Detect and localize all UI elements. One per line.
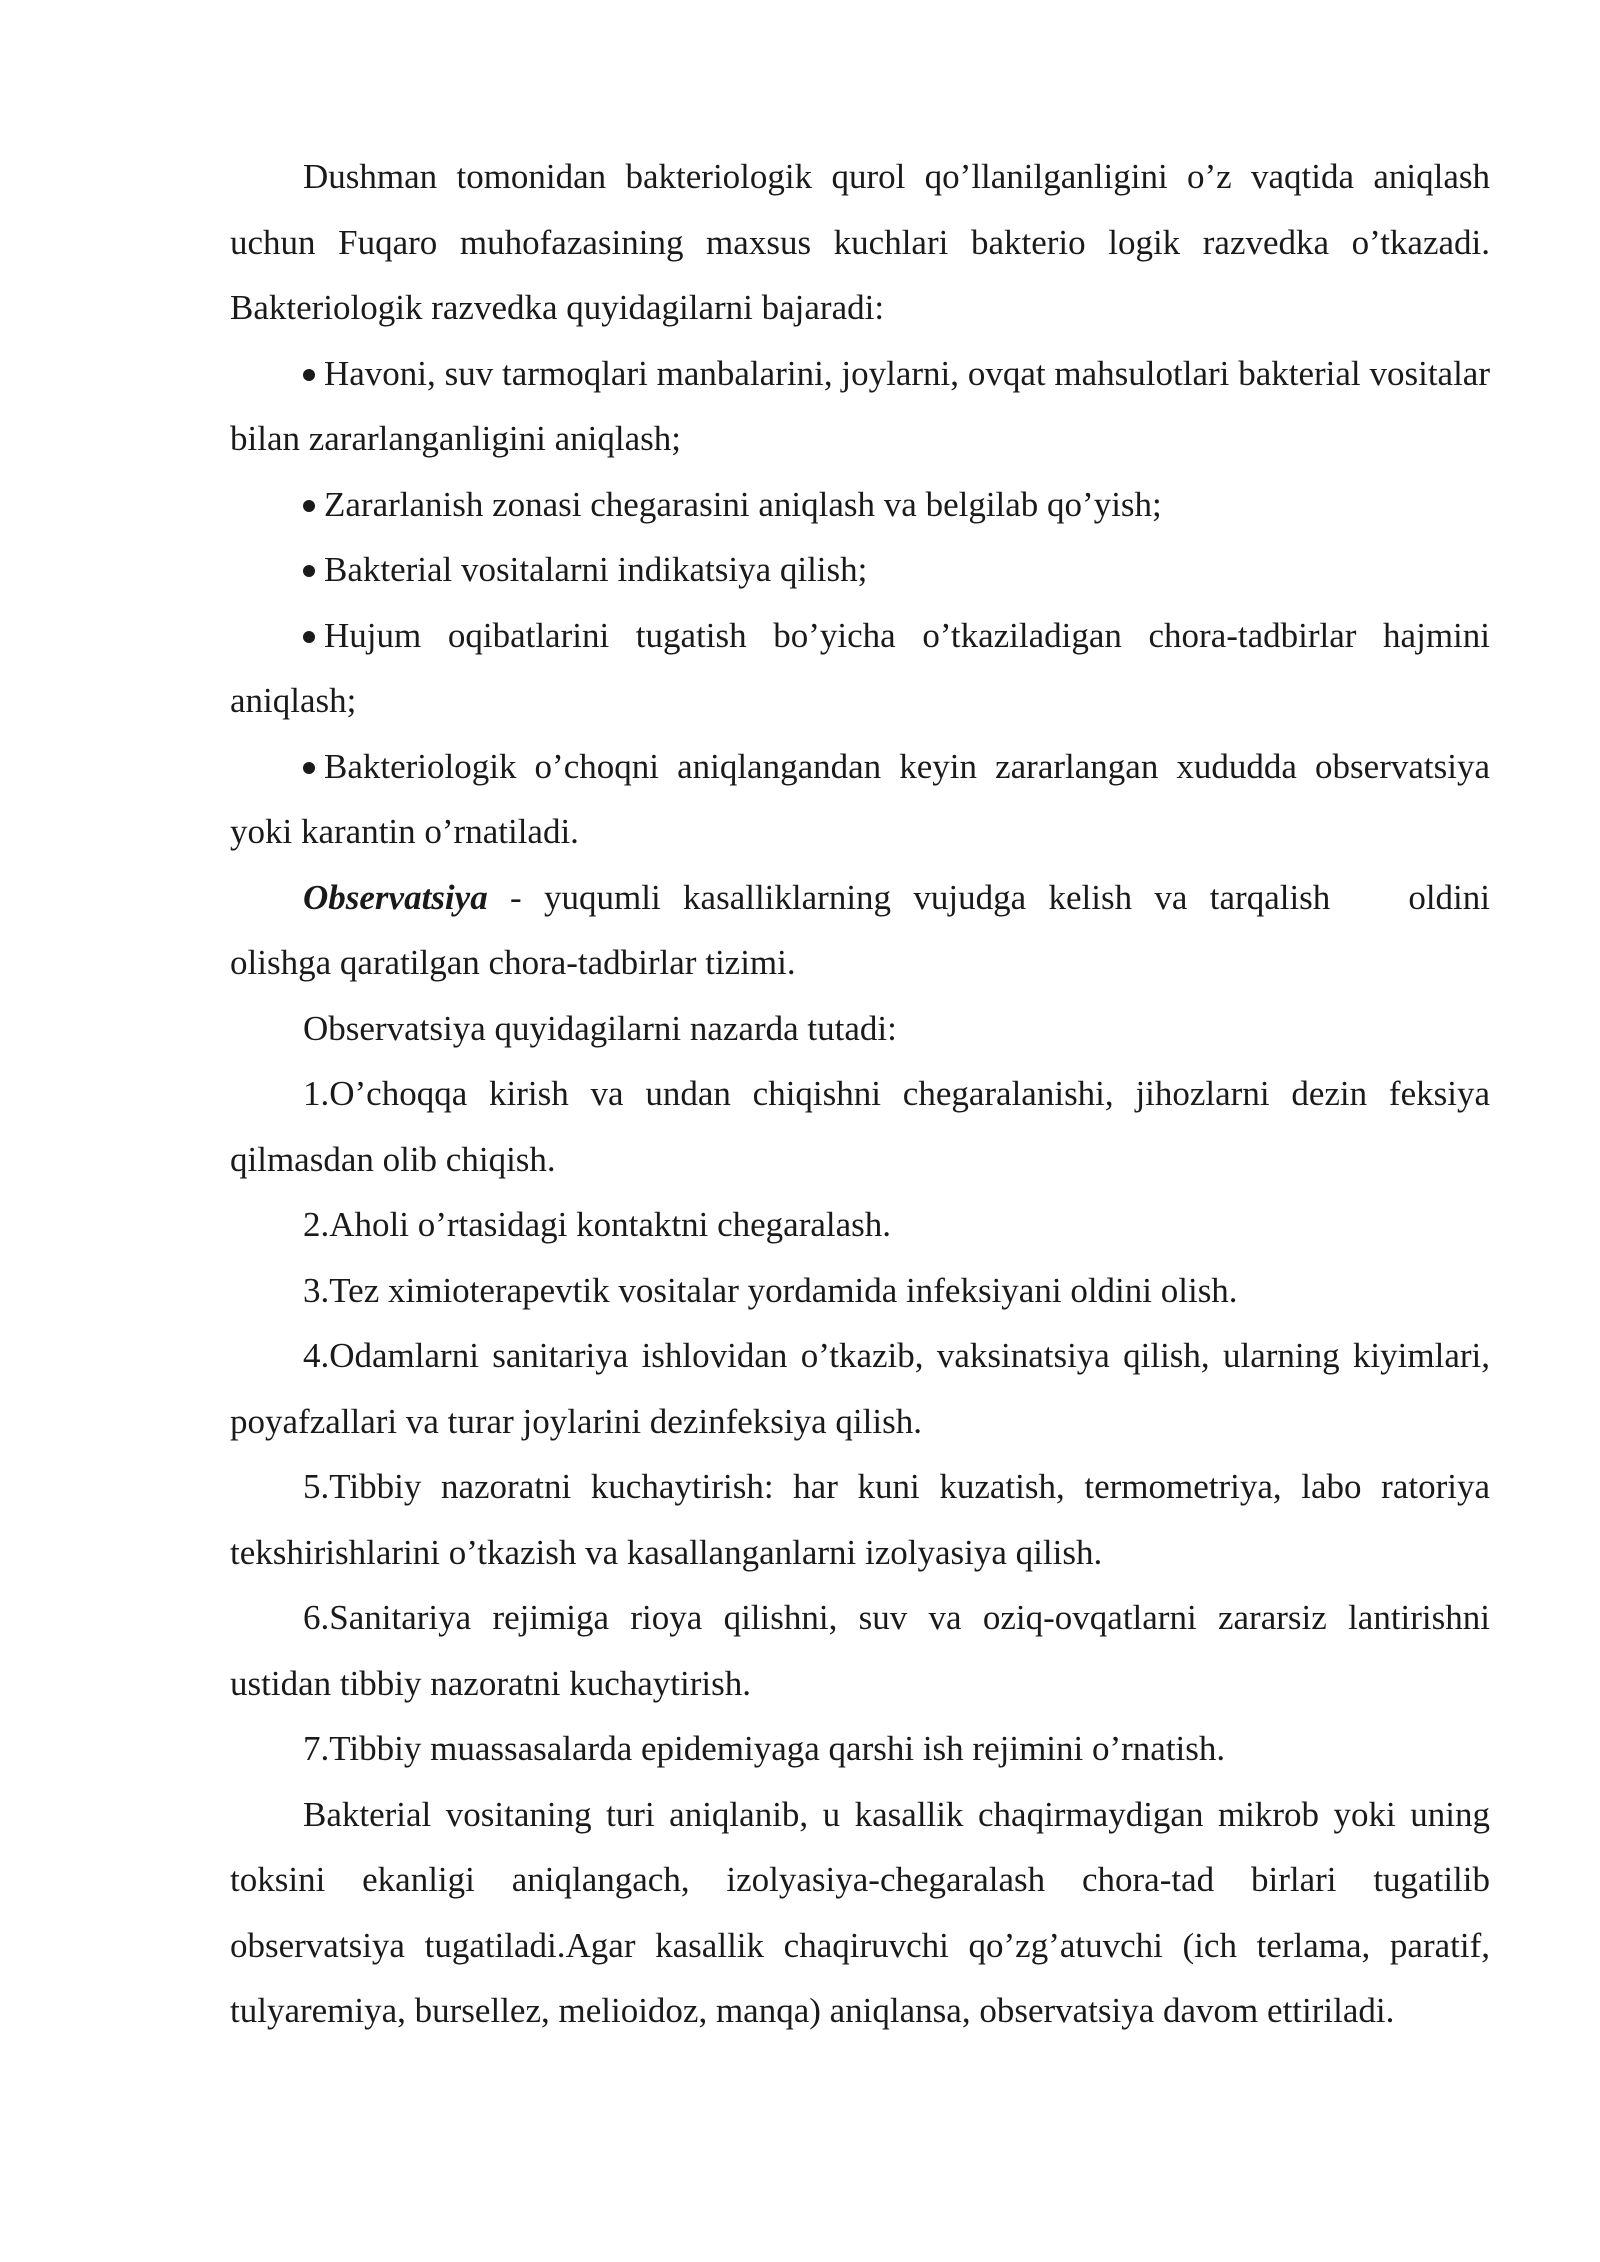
list-intro: Observatsiya quyidagilarni nazarda tutadi:: [303, 1008, 897, 1048]
definition-term: Observatsiya: [303, 877, 488, 917]
bullet-text: Bakteriologik o’choqni aniqlangandan keyin zararlangan xududda observatsiya yoki karantin o’rnatiladi.: [230, 746, 1490, 851]
bullet-text: Bakterial vositalarni indikatsiya qilish;: [324, 550, 868, 589]
definition-text-part2: oldini olishga qaratilgan chora-tadbirlar tizimi.: [230, 877, 1490, 982]
numbered-item: 5.Tibbiy nazoratni kuchaytirish: har kuni kuzatish, termometriya, labo ratoriya tekshirishlarini o’tkazish va kasallanganlarni izolyasiya qilish.: [230, 1467, 1490, 1572]
bullet-text: Hujum oqibatlarini tugatish bo’yicha o’tkaziladigan chora-tadbirlar hajmini aniqlash;: [230, 615, 1490, 720]
bullet-icon: [303, 369, 315, 381]
numbered-item: 4.Odamlarni sanitariya ishlovidan o’tkazib, vaksinatsiya qilish, ularning kiyimlari, poyafzallari va turar joylarini dezinfeksiya qilish.: [230, 1336, 1490, 1441]
bullet-item: [230, 472, 1490, 538]
numbered-item: 7.Tibbiy muassasalarda epidemiyaga qarshi ish rejimini o’rnatish.: [303, 1729, 1226, 1768]
numbered-item: 1.O’choqqa kirish va undan chiqishni chegaralanishi, jihozlarni dezin feksiya qilmasdan olib chiqish.: [230, 1074, 1490, 1179]
bullet-text: Zararlanish zonasi chegarasini aniqlash va belgilab qo’yish;: [324, 484, 1162, 524]
bullet-item: [230, 603, 1490, 734]
bullet-item: [230, 537, 1490, 603]
bullet-item: [230, 341, 1490, 472]
bullet-icon: [303, 762, 315, 774]
bullet-item: [230, 734, 1490, 865]
document-body: [230, 144, 1490, 2044]
numbered-item: 6.Sanitariya rejimiga rioya qilishni, suv va oziq-ovqatlarni zararsiz lantirishni ustidan tibbiy nazoratni kuchaytirish.: [230, 1598, 1490, 1703]
definition-text-part1: - yuqumli kasalliklarning vujudga kelish va tarqalish: [487, 877, 1331, 917]
intro-paragraph: Dushman tomonidan bakteriologik qurol qo’llanilganligini o’z vaqtida aniqlash uchun Fuqaro muhofazasining maxsus kuchlari bakterio logik razvedka o’tkazadi. Bakteriologik razvedka quyidagilarni bajaradi:: [230, 157, 1490, 327]
numbered-item: 2.Aholi o’rtasidagi kontaktni chegaralash.: [303, 1205, 892, 1244]
bullet-text: Havoni, suv tarmoqlari manbalarini, joylarni, ovqat mahsulotlari bakterial vositalar bilan zararlanganligini aniqlash;: [230, 353, 1490, 458]
bullet-icon: [303, 565, 315, 577]
bullet-icon: [303, 500, 315, 512]
bullet-icon: [303, 631, 315, 643]
closing-paragraph: Bakterial vositaning turi aniqlanib, u kasallik chaqirmaydigan mikrob yoki uning toksini ekanligi aniqlangach, izolyasiya-chegaralash chora-tad birlari tugatilib observatsiya tugatiladi.Agar kasallik chaqiruvchi qo’zg’atuvchi (ich terlama, paratif, tulyaremiya, bursellez, melioidoz, manqa) aniqlansa, observatsiya davom ettiriladi.: [230, 1794, 1490, 2030]
definition-paragraph: [230, 865, 1490, 996]
numbered-item: 3.Tez ximioterapevtik vositalar yordamida infeksiyani oldini olish.: [303, 1270, 1238, 1310]
